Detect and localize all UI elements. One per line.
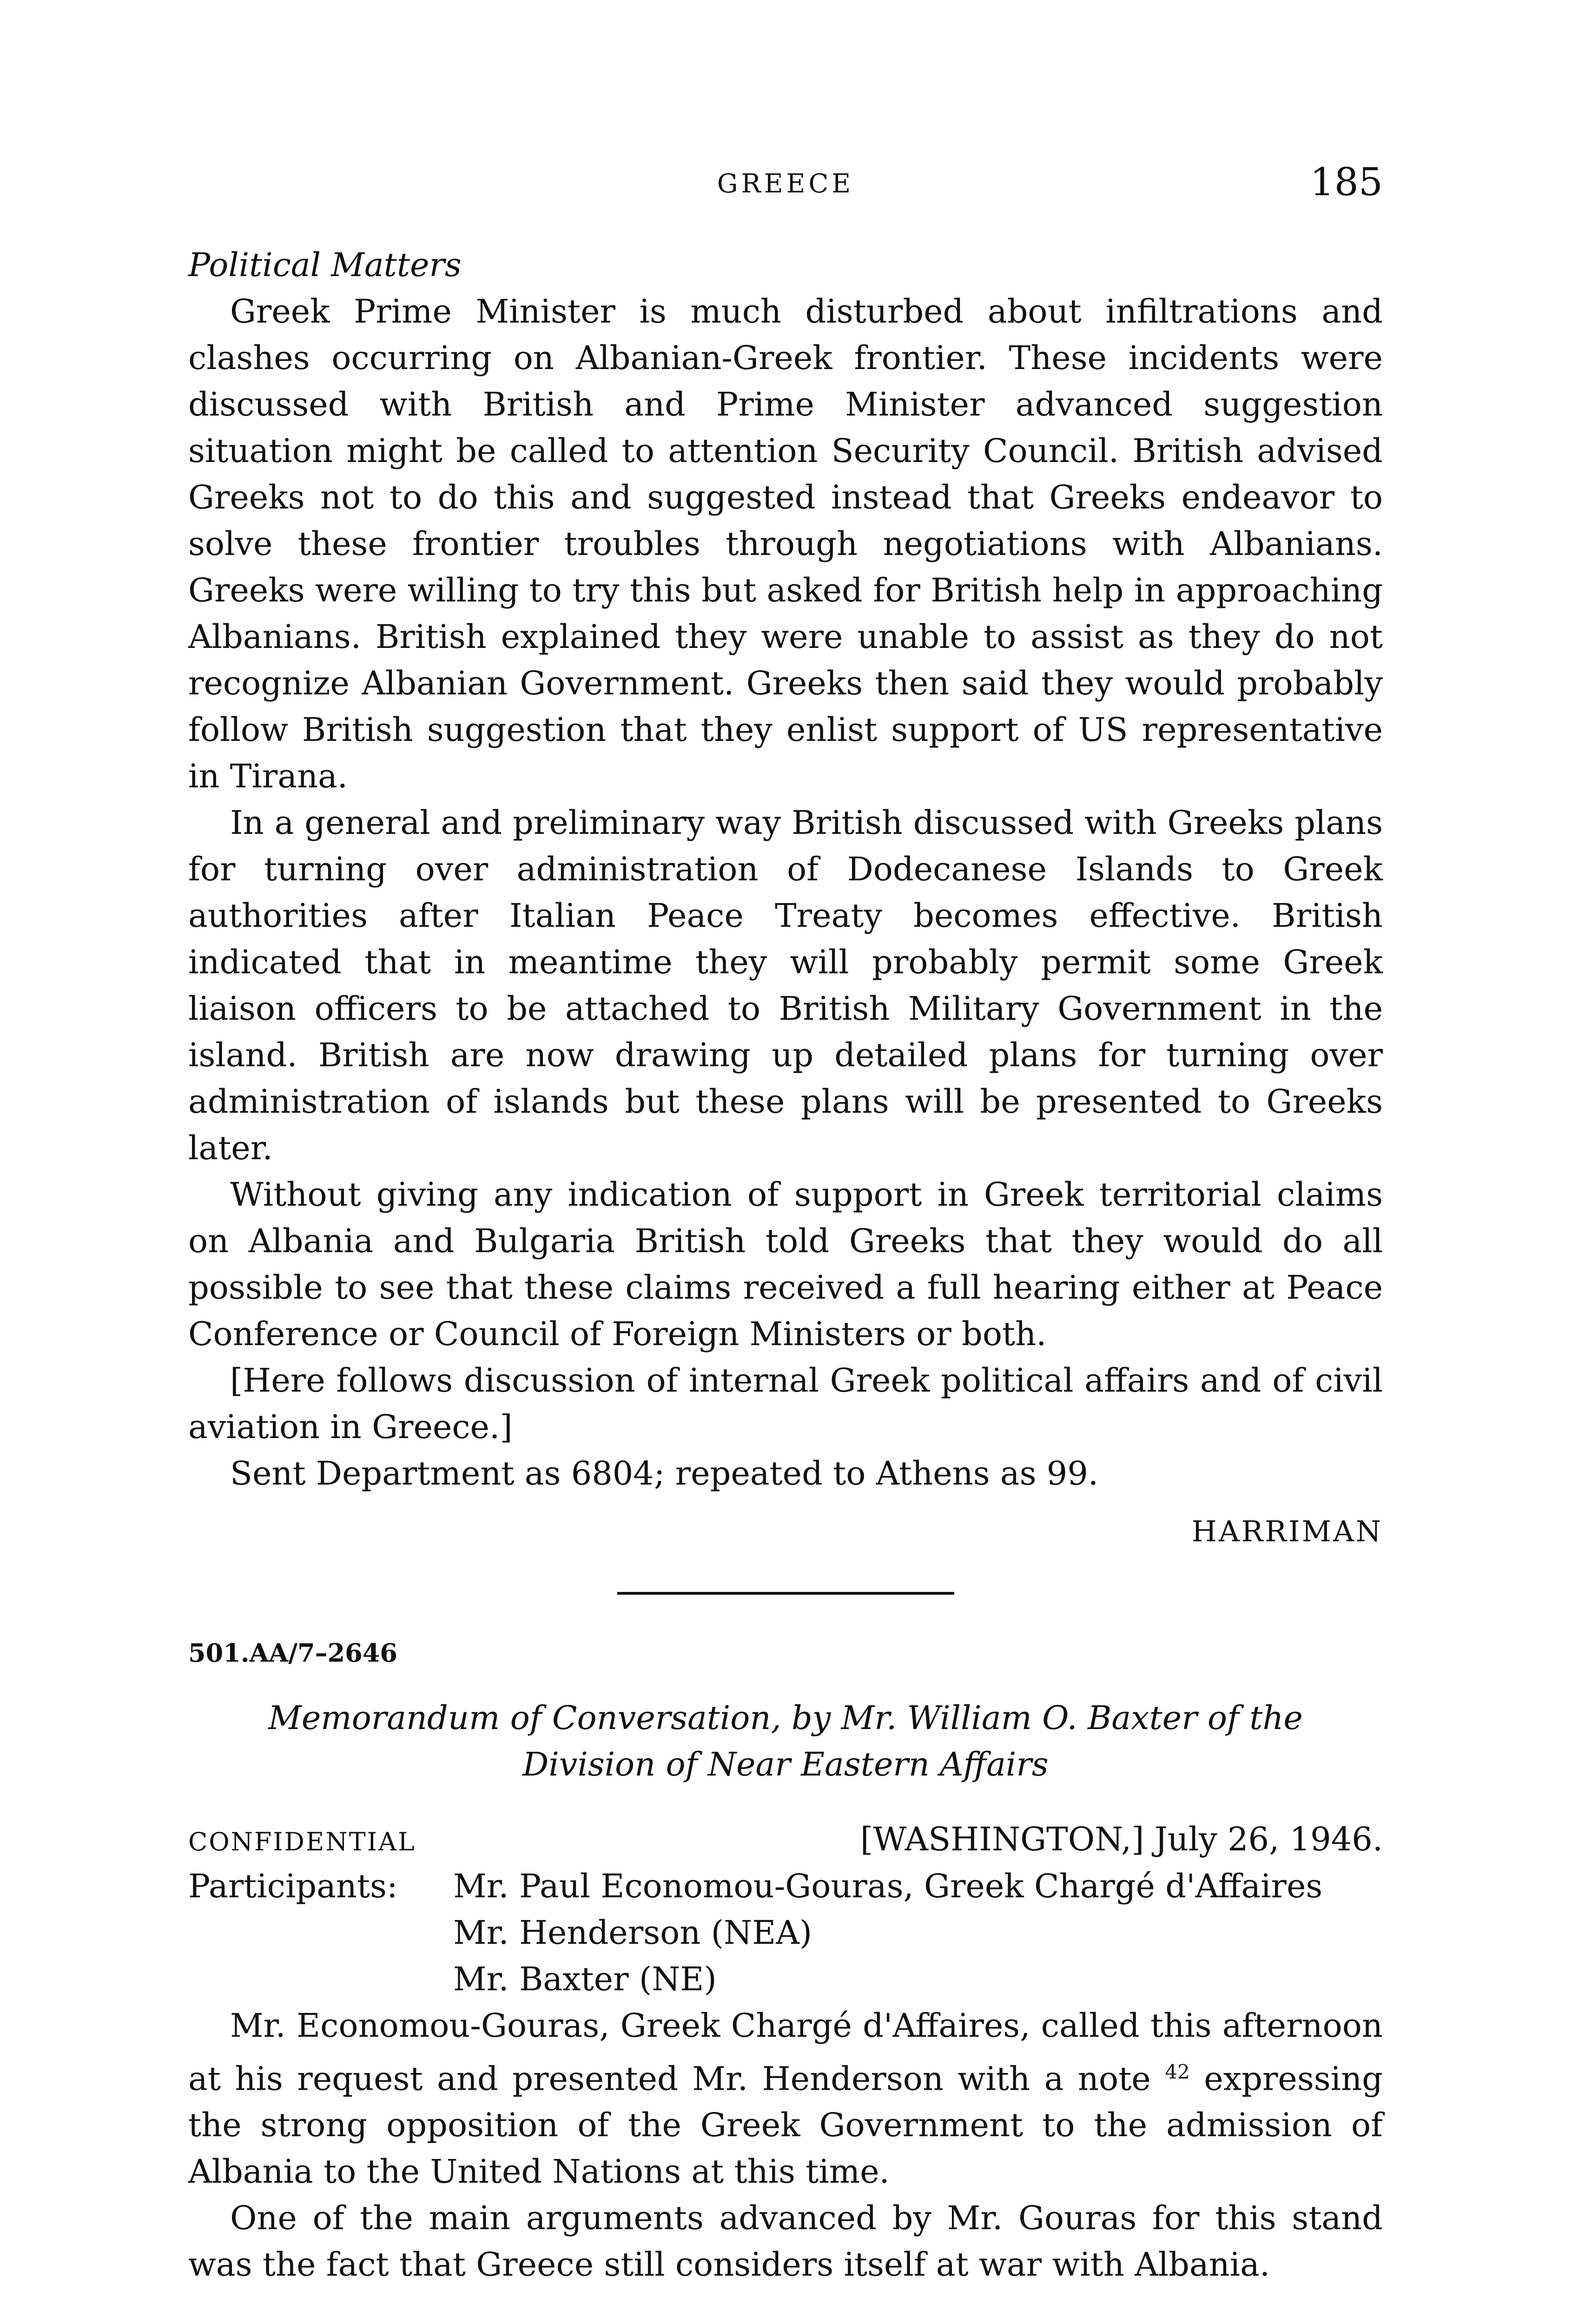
paragraph: One of the main arguments advanced by Mr. Gouras for this stand was the fact that Greece still considers itself at war with Albania. xyxy=(188,2199,1383,2284)
document-title: Memorandum of Conversation, by Mr. William O. Baxter of the Division of Near Eastern Affairs xyxy=(268,1699,1303,1783)
participant: Mr. Paul Economou-Gouras, Greek Chargé d'Affaires xyxy=(453,1867,1323,1905)
paragraph xyxy=(188,2002,1383,2195)
signature: HARRIMAN xyxy=(1191,1514,1383,1548)
participants-list xyxy=(453,1863,1383,2002)
participants-label: Participants: xyxy=(188,1867,398,1905)
page-body xyxy=(188,242,1383,2288)
participants-block xyxy=(188,1863,1383,2002)
participant: Mr. Baxter (NE) xyxy=(453,1960,717,1998)
page-header xyxy=(188,160,1383,216)
section-heading: Political Matters xyxy=(188,246,462,284)
paragraph-text: Mr. Economou-Gouras, Greek Chargé d'Affaires, called this afternoon at his request and presented Mr. Henderson with a note xyxy=(188,2007,1383,2098)
paragraph: Greek Prime Minister is much disturbed about infiltrations and clashes occurring on Albanian-Greek frontier. These incidents were discussed with British and Prime Minister advanced suggestion situation might be called to attention Security Council. British advised Greeks not to do this and suggested instead that Greeks endeavor to solve these frontier troubles through negotiations with Albanians. Greeks were willing to try this but asked for British help in approaching Albanians. British explained they were unable to assist as they do not recognize Albanian Government. Greeks then said they would probably follow British suggestion that they enlist support of US representative in Tirana. xyxy=(188,292,1383,795)
footnote-reference[interactable]: 42 xyxy=(1165,2060,1190,2083)
participant: Mr. Henderson (NEA) xyxy=(453,1914,812,1952)
running-head: GREECE xyxy=(717,169,854,199)
paragraph-text: expressing the strong opposition of the Greek Government to the admission of Albania to the United Nations at this time. xyxy=(188,2060,1383,2191)
paragraph: Sent Department as 6804; repeated to Athens as 99. xyxy=(230,1454,1099,1492)
section-divider xyxy=(617,1592,954,1595)
dateline: [WASHINGTON,] July 26, 1946. xyxy=(860,1820,1383,1858)
memo-meta xyxy=(188,1820,1383,1858)
paragraph: Without giving any indication of support in Greek territorial claims on Albania and Bulgaria British told Greeks that they would do all possible to see that these claims received a full hearing either at Peace Conference or Council of Foreign Ministers or both. xyxy=(188,1175,1383,1353)
classification-label: CONFIDENTIAL xyxy=(188,1827,416,1856)
paragraph: [Here follows discussion of internal Greek political affairs and of civil aviation in Greece.] xyxy=(188,1361,1383,1446)
page-number: 185 xyxy=(1310,160,1383,205)
paragraph: In a general and preliminary way British discussed with Greeks plans for turning over administration of Dodecanese Islands to Greek authorities after Italian Peace Treaty becomes effective. British indicated that in meantime they will probably permit some Greek liaison officers to be attached to British Military Government in the island. British are now drawing up detailed plans for turning over administration of islands but these plans will be presented to Greeks later. xyxy=(188,804,1383,1167)
file-number: 501.AA/7–2646 xyxy=(188,1638,397,1668)
